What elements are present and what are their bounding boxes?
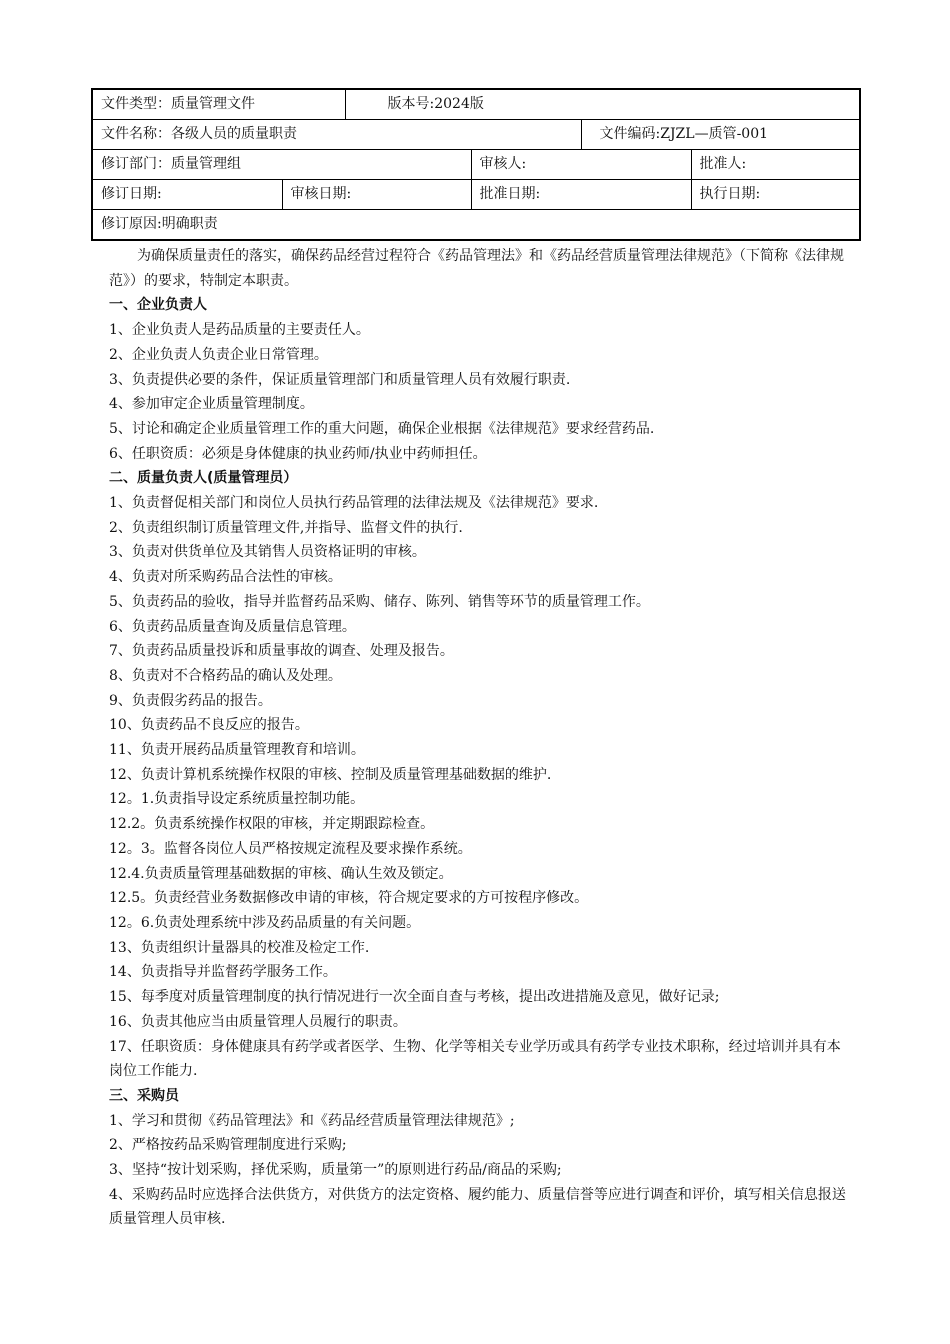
- section-heading: 一、企业负责人: [109, 297, 207, 314]
- list-item: 5、负责药品的验收，指导并监督药品采购、储存、陈列、销售等环节的质量管理工作。: [109, 593, 650, 610]
- list-item: 2、负责组织制订质量管理文件,并指导、监督文件的执行.: [109, 519, 463, 536]
- list-item: 7、负责药品质量投诉和质量事故的调查、处理及报告。: [109, 643, 454, 660]
- list-item: 3、负责提供必要的条件，保证质量管理部门和质量管理人员有效履行职责.: [109, 371, 571, 388]
- reviewer-cell: 审核人:: [471, 150, 691, 180]
- list-item: 4、负责对所采购药品合法性的审核。: [109, 569, 342, 586]
- revision-date-cell: 修订日期:: [92, 180, 282, 210]
- execute-date-cell: 执行日期:: [691, 180, 860, 210]
- list-item: 15、每季度对质量管理制度的执行情况进行一次全面自查与考核，提出改进措施及意见，做好记录;: [109, 989, 720, 1006]
- file-code-cell: 文件编码:ZJZL—质管-001: [581, 120, 860, 150]
- list-item: 4、采购药品时应选择合法供货方，对供货方的法定资格、履约能力、质量信誉等应进行调查和评价，填写相关信息报送质量管理人员审核.: [109, 1186, 846, 1228]
- list-item: 1、企业负责人是药品质量的主要责任人。: [109, 322, 370, 339]
- revision-reason-cell: 修订原因:明确职责: [92, 210, 860, 241]
- list-item: 2、企业负责人负责企业日常管理。: [109, 346, 328, 363]
- list-item: 10、负责药品不良反应的报告。: [109, 717, 309, 734]
- list-item: 6、负责药品质量查询及质量信息管理。: [109, 618, 356, 635]
- file-name-cell: 文件名称：各级人员的质量职责: [92, 120, 581, 150]
- list-item: 2、严格按药品采购管理制度进行采购;: [109, 1137, 347, 1154]
- list-item: 12。3。监督各岗位人员严格按规定流程及要求操作系统。: [109, 840, 472, 857]
- list-item: 12、负责计算机系统操作权限的审核、控制及质量管理基础数据的维护.: [109, 766, 552, 783]
- list-item: 12.4.负责质量管理基础数据的审核、确认生效及锁定。: [109, 865, 453, 882]
- list-item: 13、负责组织计量器具的校准及检定工作.: [109, 939, 370, 956]
- list-item: 12.5。负责经营业务数据修改申请的审核，符合规定要求的方可按程序修改。: [109, 890, 589, 907]
- list-item: 14、负责指导并监督药学服务工作。: [109, 964, 337, 981]
- list-item: 5、讨论和确定企业质量管理工作的重大问题，确保企业根据《法律规范》要求经营药品.: [109, 420, 655, 437]
- intro-paragraph: 为确保质量责任的落实，确保药品经营过程符合《药品管理法》和《药品经营质量管理法律规范》（下简称《法律规范》）的要求，特制定本职责。: [109, 248, 844, 289]
- list-item: 1、负责督促相关部门和岗位人员执行药品管理的法律法规及《法律规范》要求.: [109, 495, 599, 512]
- list-item: 4、参加审定企业质量管理制度。: [109, 396, 314, 413]
- list-item: 12.2。负责系统操作权限的审核，并定期跟踪检查。: [109, 816, 435, 833]
- list-item: 1、学习和贯彻《药品管理法》和《药品经营质量管理法律规范》;: [109, 1112, 515, 1129]
- revision-dept-cell: 修订部门：质量管理组: [92, 150, 471, 180]
- list-item: 6、任职资质：必须是身体健康的执业药师/执业中药师担任。: [109, 445, 487, 462]
- approver-cell: 批准人:: [691, 150, 860, 180]
- document-header-table: [91, 88, 861, 241]
- list-item: 3、负责对供货单位及其销售人员资格证明的审核。: [109, 544, 426, 561]
- section-heading: 三、采购员: [109, 1087, 179, 1104]
- version-cell: 版本号:2024版: [345, 89, 860, 120]
- list-item: 9、负责假劣药品的报告。: [109, 692, 272, 709]
- document-body: [109, 244, 851, 1232]
- list-item: 8、负责对不合格药品的确认及处理。: [109, 667, 342, 684]
- file-type-cell: 文件类型：质量管理文件: [92, 89, 345, 120]
- list-item: 11、负责开展药品质量管理教育和培训。: [109, 742, 365, 759]
- review-date-cell: 审核日期:: [282, 180, 471, 210]
- approve-date-cell: 批准日期:: [471, 180, 691, 210]
- list-item: 16、负责其他应当由质量管理人员履行的职责。: [109, 1013, 407, 1030]
- list-item: 12。1.负责指导设定系统质量控制功能。: [109, 791, 365, 808]
- section-heading: 二、质量负责人(质量管理员）: [109, 470, 298, 487]
- list-item: 3、坚持“按计划采购，择优采购，质量第一”的原则进行药品/商品的采购;: [109, 1162, 562, 1179]
- list-item: 12。6.负责处理系统中涉及药品质量的有关问题。: [109, 914, 421, 931]
- list-item: 17、任职资质：身体健康具有药学或者医学、生物、化学等相关专业学历或具有药学专业技术职称，经过培训并具有本岗位工作能力.: [109, 1038, 841, 1080]
